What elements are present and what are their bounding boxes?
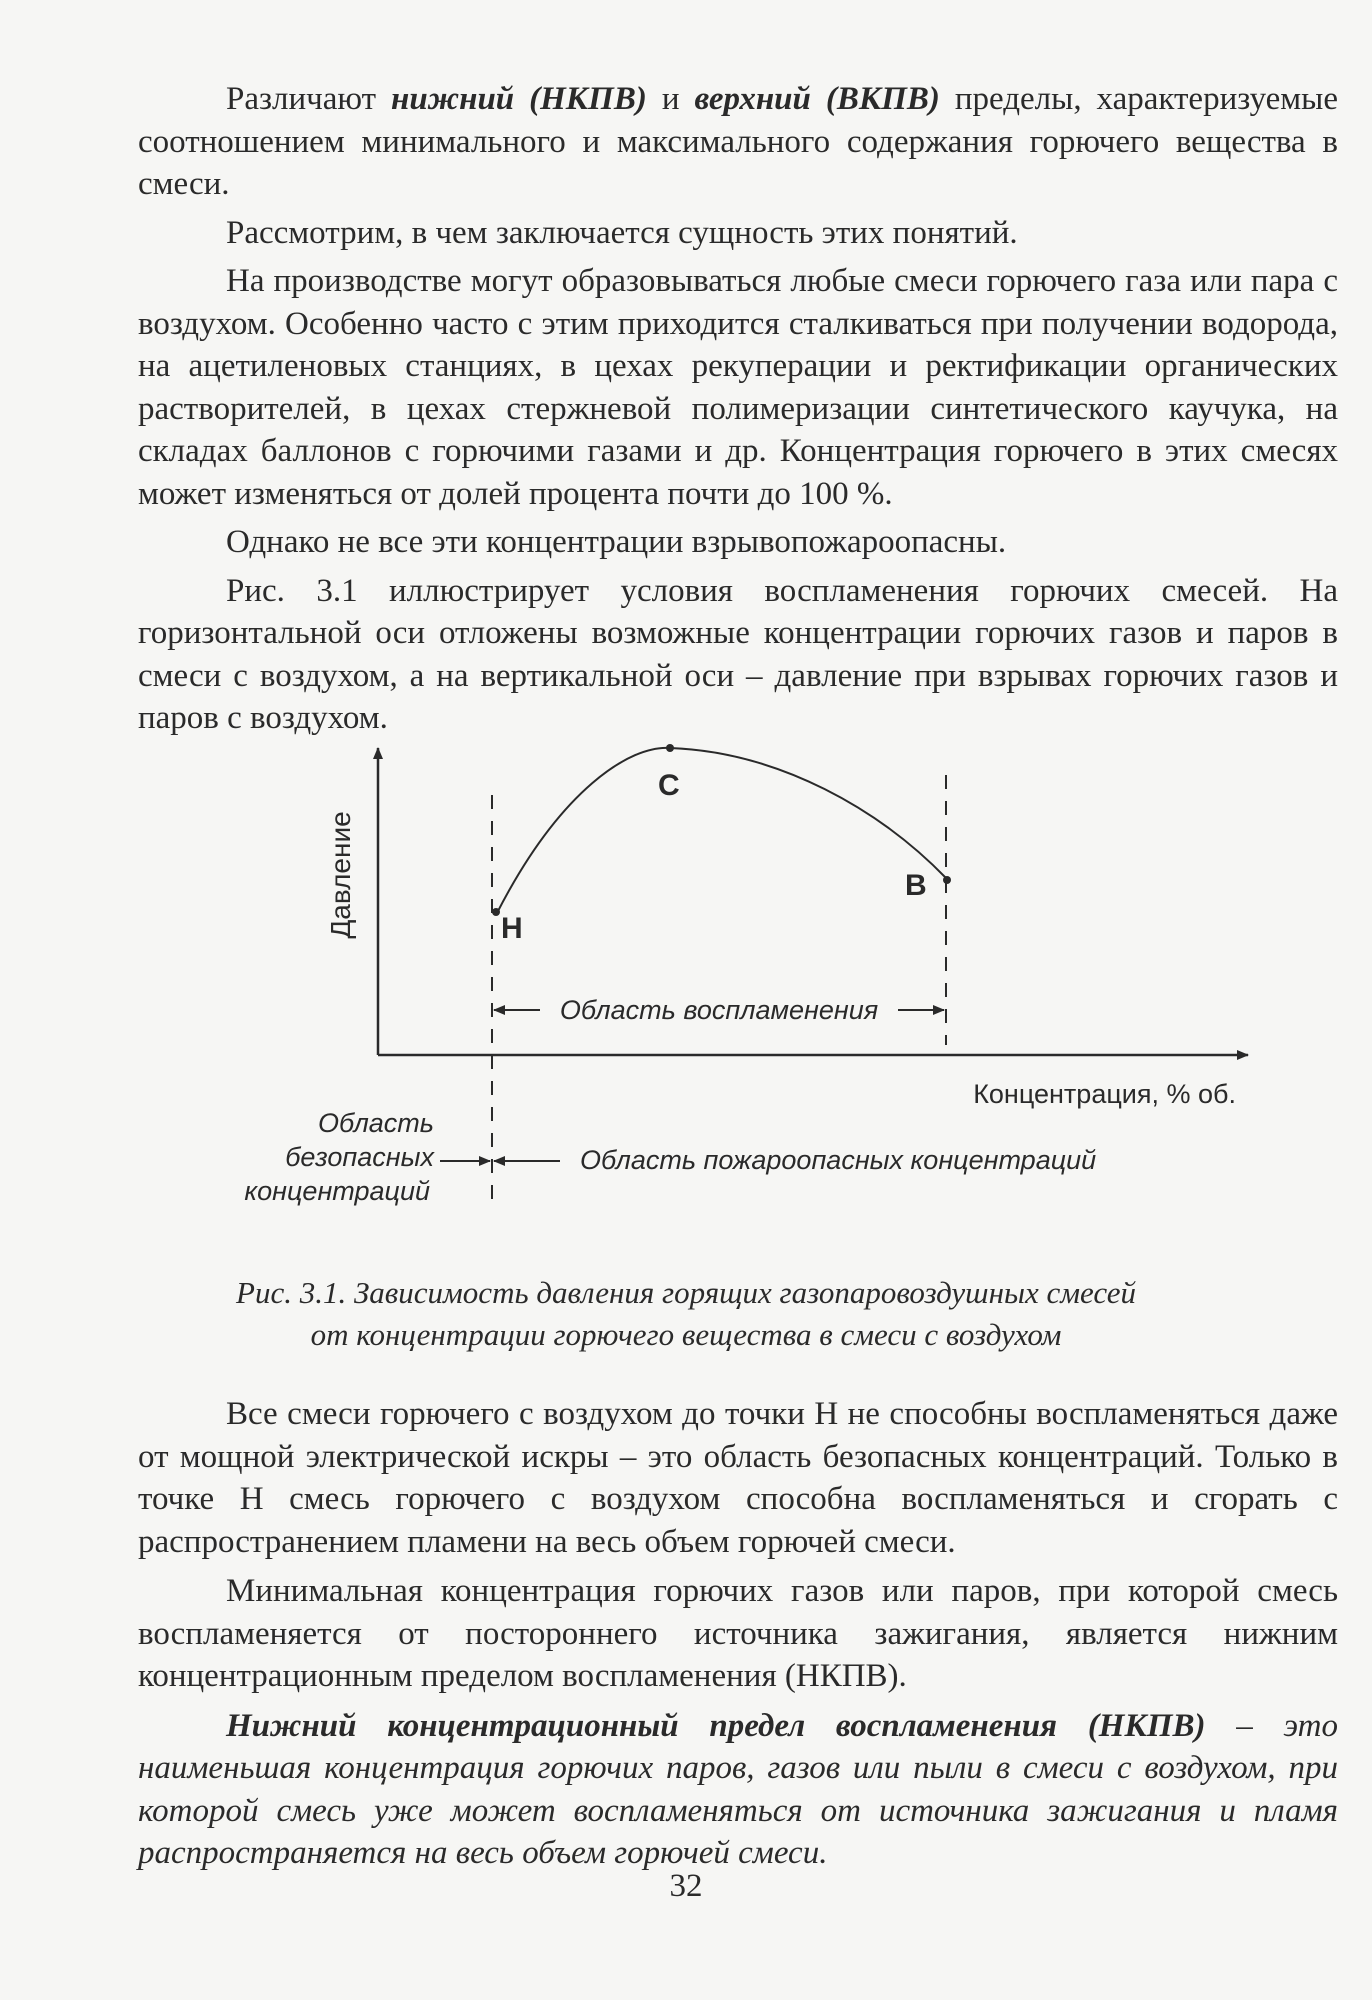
pressure-curve <box>497 748 946 913</box>
definition-term: Нижний концентрационный предел воспламенения (НКПВ) <box>226 1707 1206 1744</box>
caption-line-1: Рис. 3.1. Зависимость давления горящих газопаровоздушных смесей <box>236 1275 1136 1310</box>
paragraph-consider: Рассмотрим, в чем заключается сущность этих понятий. <box>226 214 1018 251</box>
paragraph-not-all: Однако не все эти концентрации взрывопожароопасны. <box>226 524 1007 560</box>
point-c-label: С <box>658 769 680 802</box>
term-lower-limit: нижний (НКПВ) <box>391 81 647 117</box>
figure-pressure-concentration <box>0 720 1372 1240</box>
figure-caption <box>0 1272 1372 1356</box>
hazard-region-label: Область пожароопасных концентраций <box>580 1145 1097 1175</box>
point-b-label: В <box>905 869 927 902</box>
x-axis-label: Концентрация, % об. <box>973 1079 1236 1109</box>
paragraph-safe-mixtures: Все смеси горючего с воздухом до точки Н не способны воспламеняться даже от мощной электрической искры – это область безопасных концентраций. Только в точке Н смесь горючего с воздухом способна воспламеняться и сгорать с распространением пламени на весь объем горючей смеси. <box>138 1396 1338 1560</box>
paragraph-limits: Различают нижний (НКПВ) и верхний (ВКПВ) пределы, характеризуемые соотношением минимального и максимального содержания горючего вещества в смеси. <box>138 81 1338 202</box>
point-h-label: Н <box>501 912 523 945</box>
definition-text: – это наименьшая концентрация горючих паров, газов или пыли в смеси с воздухом, при которой смесь уже может воспламеняться от источника зажигания и пламя распространяется на весь объем горючей смеси. <box>138 1707 1338 1871</box>
point-h-marker <box>492 908 500 916</box>
paragraph-figure-intro: Рис. 3.1 иллюстрирует условия воспламенения горючих смесей. На горизонтальной оси отложены возможные концентрации горючих газов и паров в смеси с воздухом, а на вертикальной оси – давление при взрывах горючих газов и паров с воздухом. <box>138 572 1338 736</box>
term-upper-limit: верхний (ВКПВ) <box>694 81 940 117</box>
paragraph-definition <box>138 1705 1338 1875</box>
safe-region-label-2: безопасных <box>285 1142 434 1172</box>
bottom-text-block <box>138 1393 1338 1882</box>
y-axis-label: Давление <box>325 811 356 939</box>
caption-line-2: от концентрации горючего вещества в смеси с воздухом <box>310 1317 1062 1352</box>
paragraph-production: На производстве могут образовываться любые смеси горючего газа или пара с воздухом. Особенно часто с этим приходится сталкиваться при получении водорода, на ацетиленовых станциях, в цехах рекуперации и ректификации органических растворителей, в цехах стержневой полимеризации синтетического каучука, на складах баллонов с горючими газами и др. Концентрация горючего в этих смесях может изменяться от долей процента почти до 100 %. <box>138 263 1338 512</box>
ignition-region-label: Область воспламенения <box>559 995 879 1025</box>
point-b-marker <box>943 876 951 884</box>
safe-region-label-3: концентраций <box>244 1176 430 1206</box>
point-c-marker <box>666 744 674 752</box>
paragraph-minimum-concentration: Минимальная концентрация горючих газов или паров, при которой смесь воспламеняется от постороннего источника зажигания, является нижним концентрационным пределом воспламенения (НКПВ). <box>138 1573 1338 1694</box>
page-number: 32 <box>669 1868 703 1904</box>
top-text-block <box>138 78 1338 746</box>
safe-region-label-1: Область <box>317 1108 434 1138</box>
